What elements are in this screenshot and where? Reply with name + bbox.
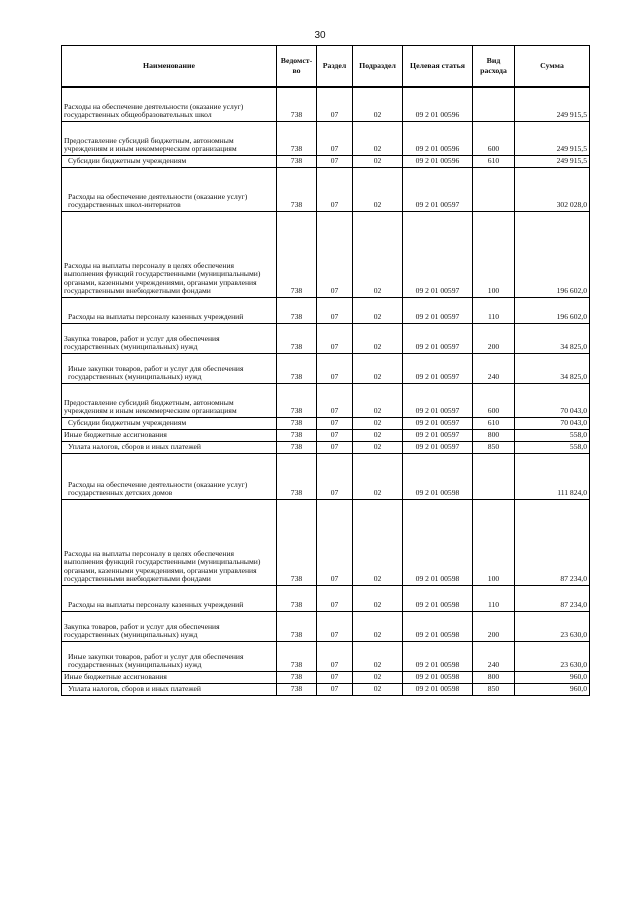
table-row [62, 585, 590, 611]
cell-subsection: 02 [353, 297, 403, 323]
cell-name: Закупка товаров, работ и услуг для обеспечения государственных (муниципальных) нужд [62, 323, 277, 353]
cell-name: Иные закупки товаров, работ и услуг для обеспечения государственных (муниципальных) нужд [62, 353, 277, 383]
cell-expense-type: 600 [473, 383, 515, 417]
table-row [62, 383, 590, 417]
cell-subsection: 02 [353, 87, 403, 121]
cell-name: Уплата налогов, сборов и иных платежей [62, 441, 277, 453]
table-row [62, 611, 590, 641]
cell-expense-type: 600 [473, 121, 515, 155]
cell-expense-type [473, 453, 515, 499]
cell-section: 07 [317, 87, 353, 121]
cell-subsection: 02 [353, 585, 403, 611]
cell-amount: 23 630,0 [515, 611, 590, 641]
cell-target: 09 2 01 00597 [403, 417, 473, 429]
cell-target: 09 2 01 00597 [403, 297, 473, 323]
cell-subsection: 02 [353, 353, 403, 383]
cell-subsection: 02 [353, 155, 403, 167]
cell-amount: 70 043,0 [515, 383, 590, 417]
table-row [62, 683, 590, 695]
cell-department: 738 [277, 429, 317, 441]
cell-name: Расходы на выплаты персоналу в целях обеспечения выполнения функций государственными (муниципальными) органами, казенными учреждениями, органами управления государственными внебюджетными фондами [62, 211, 277, 297]
cell-section: 07 [317, 353, 353, 383]
table-row [62, 87, 590, 121]
cell-amount: 558,0 [515, 429, 590, 441]
cell-amount: 34 825,0 [515, 353, 590, 383]
cell-name: Расходы на выплаты персоналу казенных учреждений [62, 585, 277, 611]
table-row [62, 167, 590, 211]
cell-name: Иные бюджетные ассигнования [62, 429, 277, 441]
cell-department: 738 [277, 453, 317, 499]
cell-department: 738 [277, 383, 317, 417]
cell-subsection: 02 [353, 453, 403, 499]
cell-department: 738 [277, 211, 317, 297]
cell-expense-type: 240 [473, 641, 515, 671]
column-header-amount: Сумма [515, 46, 590, 88]
cell-target: 09 2 01 00597 [403, 167, 473, 211]
column-header-subsection: Подраздел [353, 46, 403, 88]
cell-target: 09 2 01 00597 [403, 211, 473, 297]
cell-expense-type: 610 [473, 155, 515, 167]
cell-amount: 23 630,0 [515, 641, 590, 671]
cell-department: 738 [277, 441, 317, 453]
cell-expense-type: 610 [473, 417, 515, 429]
cell-department: 738 [277, 417, 317, 429]
cell-target: 09 2 01 00596 [403, 87, 473, 121]
cell-target: 09 2 01 00597 [403, 441, 473, 453]
cell-amount: 302 028,0 [515, 167, 590, 211]
cell-name: Расходы на выплаты персоналу казенных учреждений [62, 297, 277, 323]
table-row [62, 641, 590, 671]
cell-subsection: 02 [353, 167, 403, 211]
column-header-target: Целевая статья [403, 46, 473, 88]
cell-amount: 87 234,0 [515, 499, 590, 585]
cell-amount: 960,0 [515, 683, 590, 695]
column-header-department: Ведомст-во [277, 46, 317, 88]
cell-target: 09 2 01 00597 [403, 429, 473, 441]
cell-target: 09 2 01 00598 [403, 585, 473, 611]
table-row [62, 211, 590, 297]
cell-section: 07 [317, 585, 353, 611]
cell-subsection: 02 [353, 641, 403, 671]
cell-subsection: 02 [353, 611, 403, 641]
cell-section: 07 [317, 417, 353, 429]
table-row [62, 353, 590, 383]
cell-department: 738 [277, 121, 317, 155]
cell-expense-type: 850 [473, 441, 515, 453]
cell-department: 738 [277, 353, 317, 383]
table-row [62, 121, 590, 155]
cell-amount: 249 915,5 [515, 87, 590, 121]
cell-target: 09 2 01 00598 [403, 671, 473, 683]
cell-amount: 87 234,0 [515, 585, 590, 611]
cell-department: 738 [277, 585, 317, 611]
cell-target: 09 2 01 00598 [403, 683, 473, 695]
cell-amount: 70 043,0 [515, 417, 590, 429]
column-header-section: Раздел [317, 46, 353, 88]
table-header-row [62, 46, 590, 88]
column-header-name: Наименование [62, 46, 277, 88]
cell-section: 07 [317, 297, 353, 323]
cell-expense-type [473, 167, 515, 211]
cell-subsection: 02 [353, 499, 403, 585]
cell-target: 09 2 01 00598 [403, 499, 473, 585]
cell-name: Предоставление субсидий бюджетным, автономным учреждениям и иным некоммерческим организациям [62, 383, 277, 417]
cell-target: 09 2 01 00596 [403, 155, 473, 167]
cell-department: 738 [277, 323, 317, 353]
table-row [62, 155, 590, 167]
cell-expense-type: 200 [473, 611, 515, 641]
cell-department: 738 [277, 683, 317, 695]
cell-section: 07 [317, 121, 353, 155]
cell-expense-type: 100 [473, 499, 515, 585]
cell-expense-type: 110 [473, 297, 515, 323]
cell-section: 07 [317, 383, 353, 417]
cell-target: 09 2 01 00598 [403, 641, 473, 671]
cell-department: 738 [277, 611, 317, 641]
cell-name: Расходы на обеспечение деятельности (оказание услуг) государственных детских домов [62, 453, 277, 499]
cell-section: 07 [317, 671, 353, 683]
cell-amount: 111 824,0 [515, 453, 590, 499]
cell-expense-type [473, 87, 515, 121]
cell-subsection: 02 [353, 683, 403, 695]
cell-section: 07 [317, 641, 353, 671]
cell-expense-type: 200 [473, 323, 515, 353]
cell-section: 07 [317, 429, 353, 441]
cell-section: 07 [317, 441, 353, 453]
cell-department: 738 [277, 671, 317, 683]
cell-amount: 249 915,5 [515, 121, 590, 155]
cell-name: Расходы на обеспечение деятельности (оказание услуг) государственных школ-интернатов [62, 167, 277, 211]
table-row [62, 499, 590, 585]
cell-subsection: 02 [353, 211, 403, 297]
cell-target: 09 2 01 00597 [403, 383, 473, 417]
cell-section: 07 [317, 323, 353, 353]
cell-name: Субсидии бюджетным учреждениям [62, 417, 277, 429]
cell-amount: 34 825,0 [515, 323, 590, 353]
cell-subsection: 02 [353, 417, 403, 429]
cell-target: 09 2 01 00597 [403, 353, 473, 383]
cell-name: Расходы на обеспечение деятельности (оказание услуг) государственных общеобразовательных школ [62, 87, 277, 121]
cell-amount: 196 602,0 [515, 211, 590, 297]
cell-expense-type: 850 [473, 683, 515, 695]
cell-expense-type: 800 [473, 671, 515, 683]
cell-section: 07 [317, 683, 353, 695]
table-row [62, 441, 590, 453]
table-row [62, 671, 590, 683]
cell-department: 738 [277, 167, 317, 211]
cell-expense-type: 110 [473, 585, 515, 611]
cell-expense-type: 240 [473, 353, 515, 383]
cell-section: 07 [317, 211, 353, 297]
cell-subsection: 02 [353, 429, 403, 441]
cell-amount: 196 602,0 [515, 297, 590, 323]
table-row [62, 417, 590, 429]
cell-name: Предоставление субсидий бюджетным, автономным учреждениям и иным некоммерческим организациям [62, 121, 277, 155]
cell-subsection: 02 [353, 323, 403, 353]
cell-subsection: 02 [353, 441, 403, 453]
cell-amount: 558,0 [515, 441, 590, 453]
cell-subsection: 02 [353, 383, 403, 417]
cell-department: 738 [277, 641, 317, 671]
cell-name: Иные бюджетные ассигнования [62, 671, 277, 683]
cell-name: Субсидии бюджетным учреждениям [62, 155, 277, 167]
cell-subsection: 02 [353, 671, 403, 683]
table-row [62, 297, 590, 323]
cell-section: 07 [317, 167, 353, 211]
cell-department: 738 [277, 87, 317, 121]
cell-department: 738 [277, 155, 317, 167]
cell-target: 09 2 01 00598 [403, 611, 473, 641]
cell-name: Иные закупки товаров, работ и услуг для обеспечения государственных (муниципальных) нужд [62, 641, 277, 671]
cell-expense-type: 800 [473, 429, 515, 441]
cell-section: 07 [317, 155, 353, 167]
cell-department: 738 [277, 297, 317, 323]
cell-section: 07 [317, 499, 353, 585]
cell-subsection: 02 [353, 121, 403, 155]
cell-target: 09 2 01 00597 [403, 323, 473, 353]
cell-target: 09 2 01 00598 [403, 453, 473, 499]
table-row [62, 323, 590, 353]
cell-amount: 249 915,5 [515, 155, 590, 167]
cell-name: Уплата налогов, сборов и иных платежей [62, 683, 277, 695]
cell-amount: 960,0 [515, 671, 590, 683]
cell-name: Закупка товаров, работ и услуг для обеспечения государственных (муниципальных) нужд [62, 611, 277, 641]
cell-section: 07 [317, 611, 353, 641]
cell-target: 09 2 01 00596 [403, 121, 473, 155]
cell-department: 738 [277, 499, 317, 585]
column-header-expense-type: Вид расхода [473, 46, 515, 88]
cell-expense-type: 100 [473, 211, 515, 297]
page-number: 30 [314, 30, 326, 41]
table-row [62, 453, 590, 499]
table-row [62, 429, 590, 441]
cell-name: Расходы на выплаты персоналу в целях обеспечения выполнения функций государственными (муниципальными) органами, казенными учреждениями, органами управления государственными внебюджетными фондами [62, 499, 277, 585]
cell-section: 07 [317, 453, 353, 499]
budget-table [61, 45, 590, 696]
